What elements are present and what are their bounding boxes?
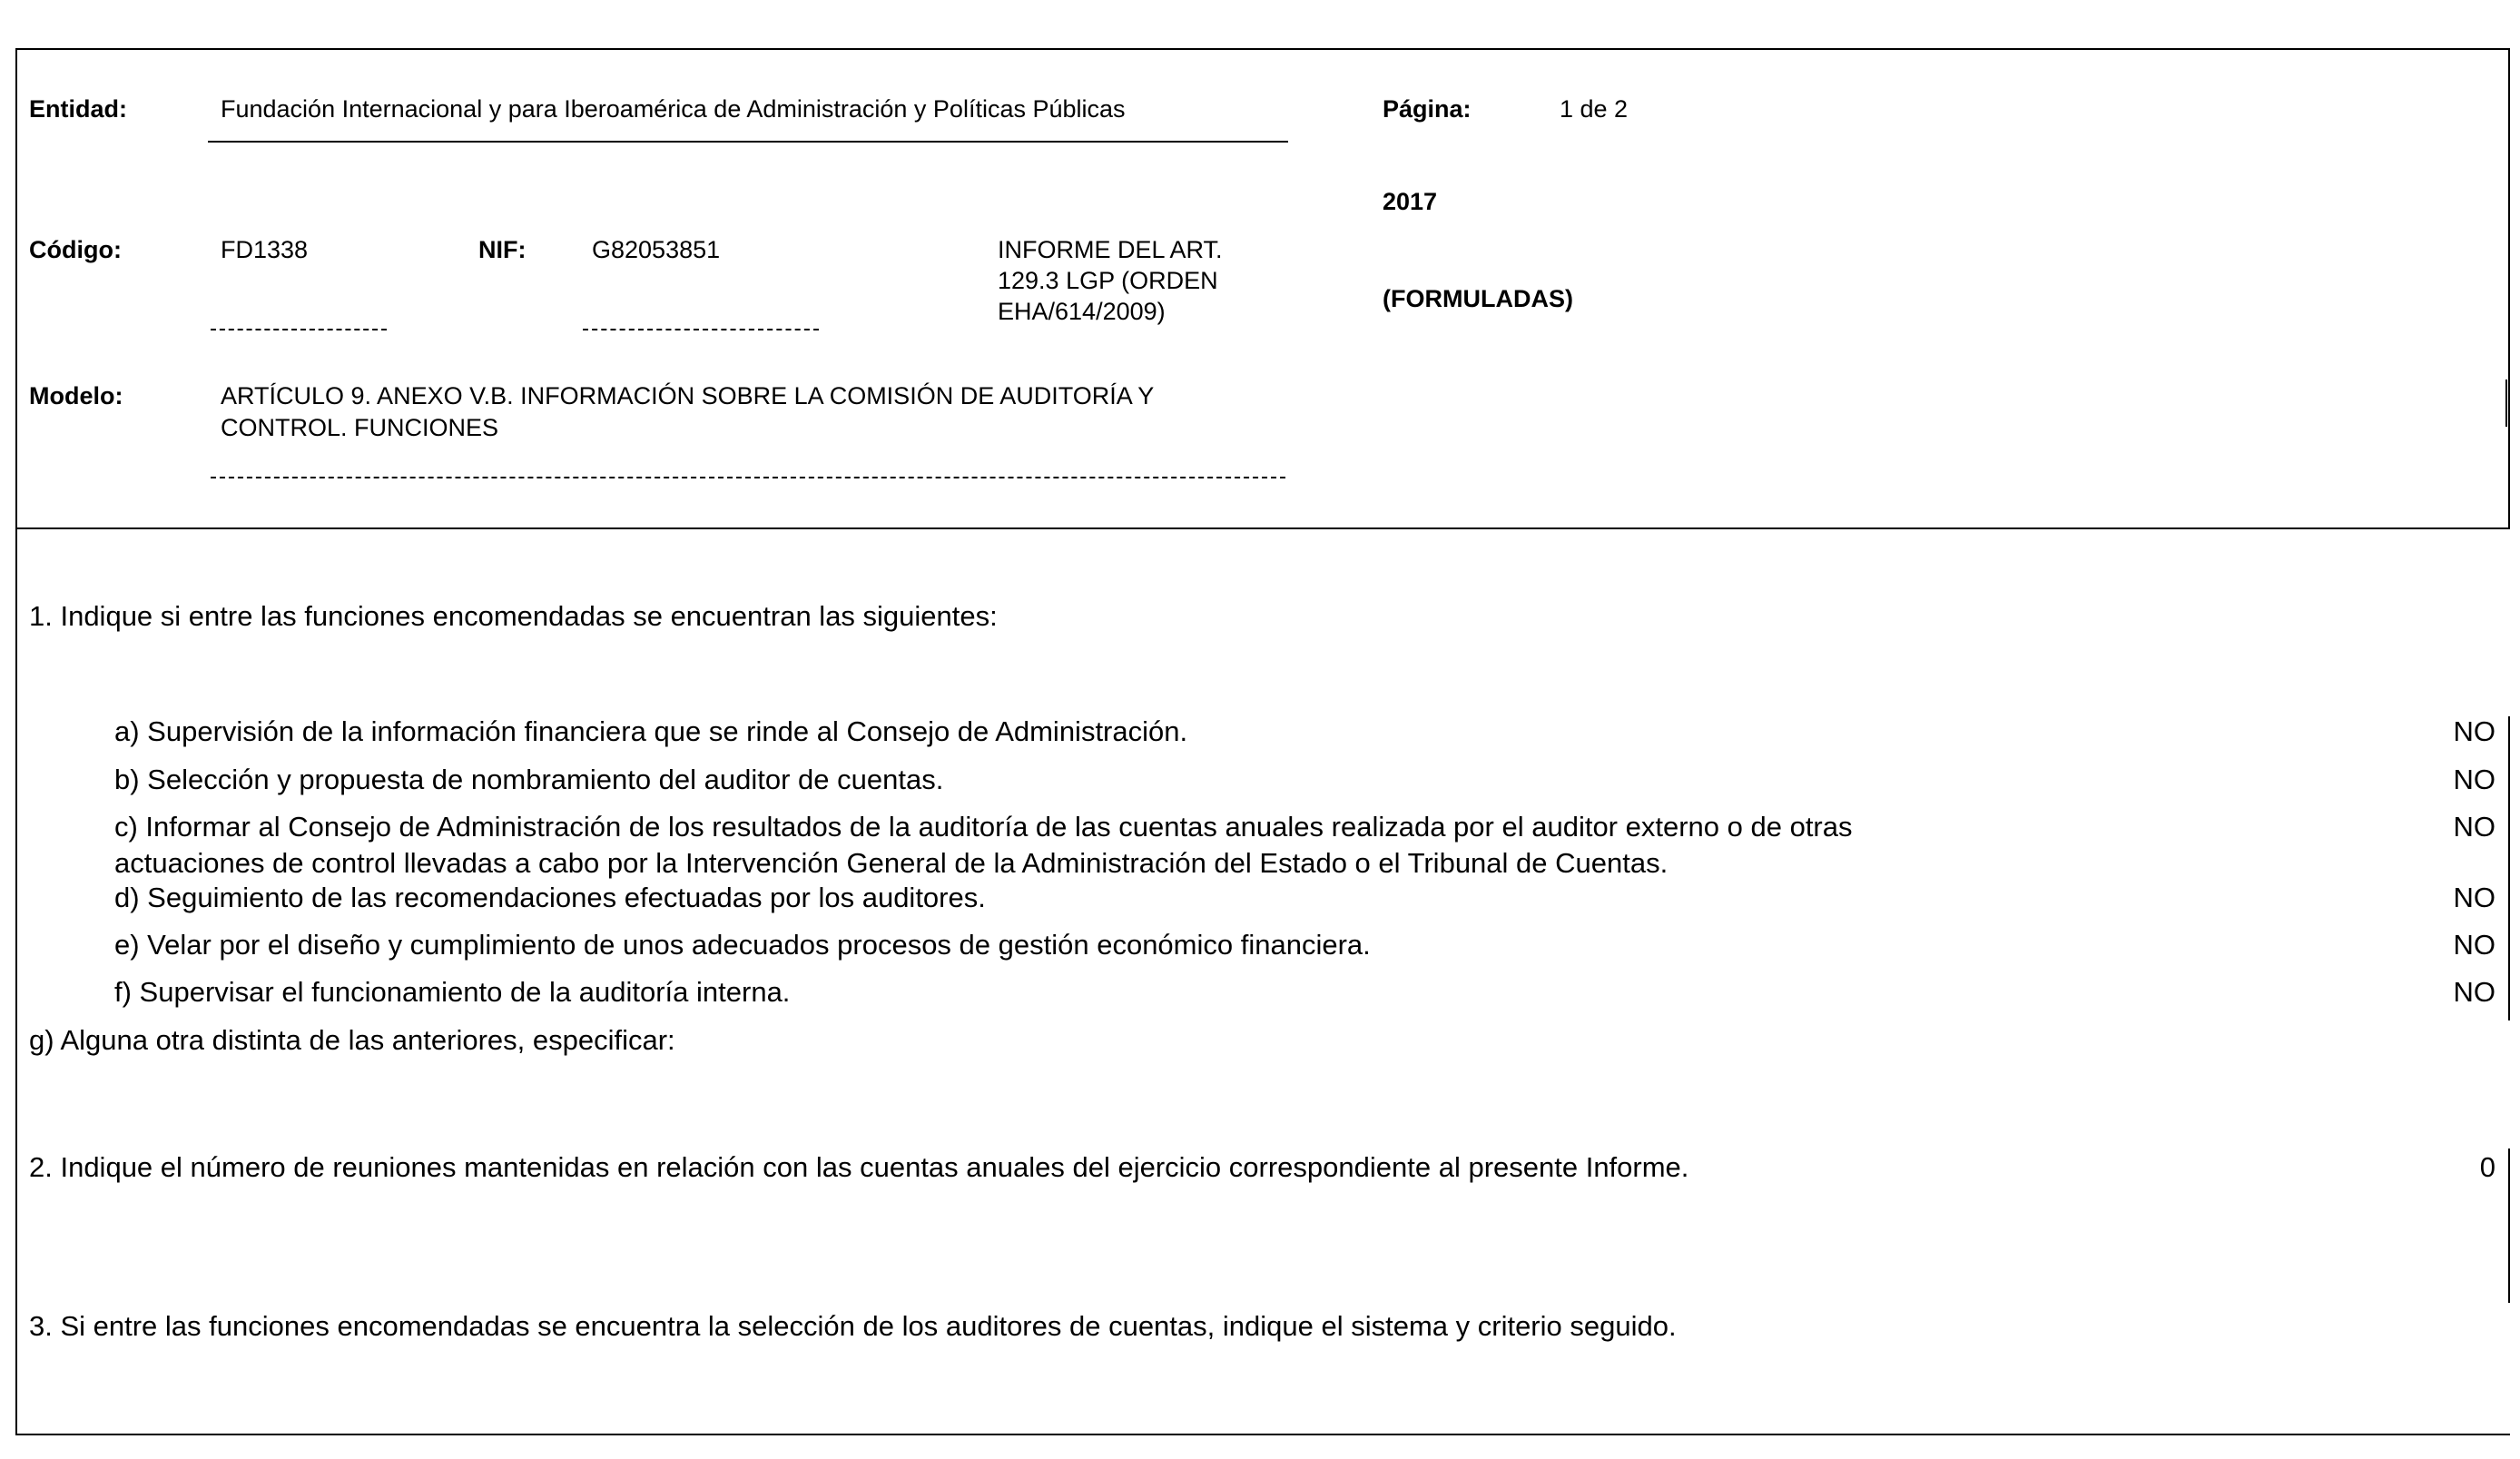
item-b-text: b) Selección y propuesta de nombramiento del auditor de cuentas. xyxy=(114,764,944,795)
codigo-label: Código: xyxy=(29,236,122,263)
item-b-answer: NO xyxy=(2453,764,2495,795)
entidad-underline xyxy=(208,141,1288,143)
item-e-text: e) Velar por el diseño y cumplimiento de unos adecuados procesos de gestión económico financiera. xyxy=(114,929,1371,961)
informe-line-2: 129.3 LGP (ORDEN xyxy=(998,267,1218,294)
modelo-underline xyxy=(211,477,1285,478)
nif-underline xyxy=(583,329,819,330)
item-c-text-continued: actuaciones de control llevadas a cabo por la Intervención General de la Administración del Estado o el Tribunal de Cuentas. xyxy=(114,847,1669,879)
item-d-text: d) Seguimiento de las recomendaciones efectuadas por los auditores. xyxy=(114,882,986,913)
header-right-border xyxy=(2508,48,2510,529)
question-2-answer: 0 xyxy=(2479,1151,2495,1183)
modelo-label: Modelo: xyxy=(29,382,123,409)
question-1: 1. Indique si entre las funciones encomendadas se encuentran las siguientes: xyxy=(29,600,998,632)
item-c-text: c) Informar al Consejo de Administración de los resultados de la auditoría de las cuentas anuales realizada por el auditor externo o de otras xyxy=(114,811,1853,843)
header-right-tick xyxy=(2505,380,2507,427)
nif-label: NIF: xyxy=(478,236,527,263)
pagina-label: Página: xyxy=(1383,95,1472,123)
entidad-label: Entidad: xyxy=(29,95,127,123)
item-d-answer: NO xyxy=(2453,882,2495,913)
pagina-value: 1 de 2 xyxy=(1560,95,1629,123)
header-top-border xyxy=(15,48,2510,50)
body-left-border xyxy=(15,527,17,1435)
modelo-line-2: CONTROL. FUNCIONES xyxy=(221,414,499,441)
item-f-answer: NO xyxy=(2453,976,2495,1008)
item-f-text: f) Supervisar el funcionamiento de la auditoría interna. xyxy=(114,976,791,1008)
item-a-text: a) Supervisión de la información financiera que se rinde al Consejo de Administración. xyxy=(114,715,1188,747)
question-3: 3. Si entre las funciones encomendadas se encuentra la selección de los auditores de cuentas, indique el sistema y criterio seguido. xyxy=(29,1310,1677,1342)
header-left-border xyxy=(15,48,17,529)
codigo-underline xyxy=(211,329,387,330)
answer-2-right-rule xyxy=(2508,1148,2510,1303)
nif-value: G82053851 xyxy=(592,236,721,263)
item-g-text: g) Alguna otra distinta de las anteriores, especificar: xyxy=(29,1024,675,1056)
modelo-line-1: ARTÍCULO 9. ANEXO V.B. INFORMACIÓN SOBRE LA COMISIÓN DE AUDITORÍA Y xyxy=(221,382,1155,409)
item-e-answer: NO xyxy=(2453,929,2495,961)
informe-line-3: EHA/614/2009) xyxy=(998,298,1166,325)
question-2: 2. Indique el número de reuniones mantenidas en relación con las cuentas anuales del ejercicio correspondiente al presente Informe. xyxy=(29,1151,1689,1183)
answers-right-rule xyxy=(2508,716,2510,1020)
codigo-value: FD1338 xyxy=(221,236,309,263)
entidad-value: Fundación Internacional y para Iberoamérica de Administración y Políticas Públicas xyxy=(221,95,1126,123)
item-a-answer: NO xyxy=(2453,715,2495,747)
year: 2017 xyxy=(1383,188,1438,215)
formuladas-label: (FORMULADAS) xyxy=(1383,285,1573,312)
item-c-answer: NO xyxy=(2453,811,2495,843)
body-bottom-border xyxy=(15,1434,2510,1435)
header-bottom-border xyxy=(15,527,2510,529)
informe-line-1: INFORME DEL ART. xyxy=(998,236,1223,263)
